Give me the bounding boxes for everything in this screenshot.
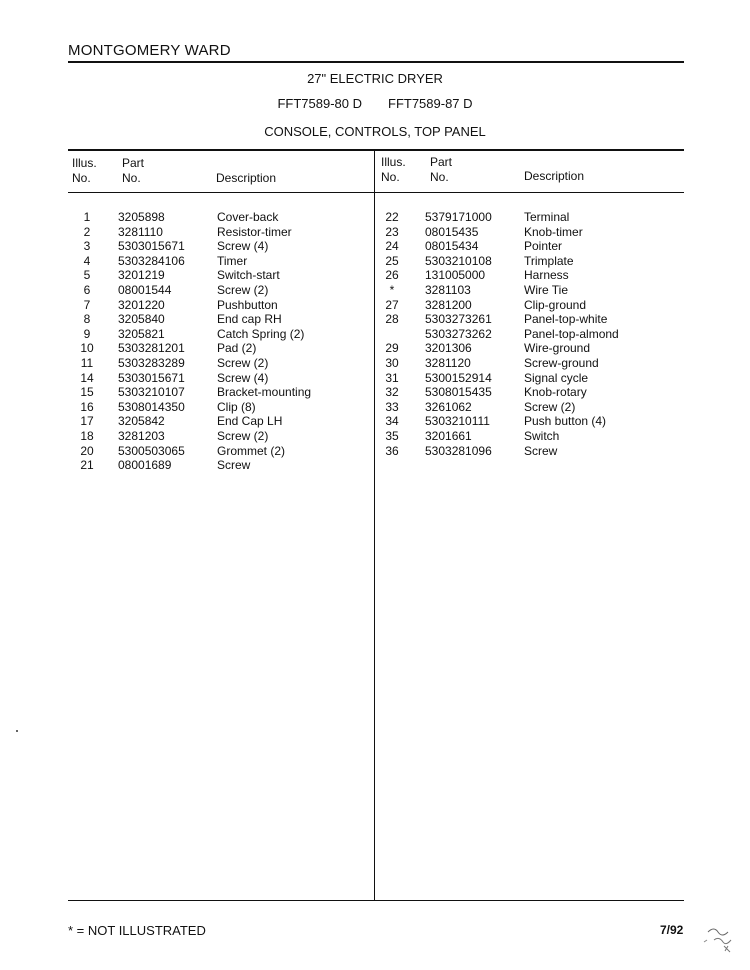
part-number: 5303273261 bbox=[425, 312, 492, 327]
table-row bbox=[0, 400, 750, 415]
part-number: 5303015671 bbox=[118, 370, 185, 385]
illus-number: 17 bbox=[80, 414, 94, 429]
table-row bbox=[0, 268, 750, 283]
part-description: Pushbutton bbox=[217, 297, 278, 312]
part-number: 5303281096 bbox=[425, 443, 492, 458]
bottom-rule bbox=[68, 900, 684, 901]
part-number: 3205898 bbox=[118, 210, 165, 224]
product-title: 27" ELECTRIC DRYER bbox=[307, 71, 443, 86]
part-number: 3201661 bbox=[425, 429, 472, 443]
illus-number: 26 bbox=[385, 268, 399, 283]
header-text: No. bbox=[122, 171, 141, 185]
table-row bbox=[0, 444, 750, 459]
part-number: 3201306 bbox=[425, 341, 472, 356]
illus-number: 5 bbox=[83, 268, 91, 283]
part-description: Grommet (2) bbox=[217, 443, 286, 458]
table-row bbox=[0, 429, 750, 444]
illus-number: 18 bbox=[80, 429, 94, 443]
part-number: 3201219 bbox=[118, 268, 165, 283]
part-number: 5300503065 bbox=[118, 443, 185, 458]
table-row bbox=[0, 283, 750, 298]
illus-number: 36 bbox=[385, 443, 399, 458]
part-description: Screw (2) bbox=[217, 283, 269, 297]
part-number: 5308014350 bbox=[118, 399, 185, 414]
part-number: 5303283289 bbox=[118, 356, 185, 370]
part-number: 5303210107 bbox=[118, 385, 185, 400]
part-description: Pad (2) bbox=[217, 341, 257, 356]
illus-number: 15 bbox=[80, 385, 94, 400]
illus-number: 34 bbox=[385, 414, 399, 429]
illus-number: 25 bbox=[385, 253, 399, 268]
part-description: End Cap LH bbox=[217, 414, 283, 429]
part-description: Wire Tie bbox=[524, 283, 569, 297]
table-row bbox=[0, 225, 750, 240]
table-row bbox=[0, 254, 750, 269]
part-number: 5308015435 bbox=[425, 385, 492, 400]
illus-number: 7 bbox=[83, 297, 91, 312]
part-number: 131005000 bbox=[425, 268, 486, 283]
model-numbers bbox=[0, 96, 750, 111]
part-description: Screw (2) bbox=[217, 356, 269, 370]
part-description: Screw bbox=[524, 443, 558, 458]
illus-number: 8 bbox=[83, 312, 91, 327]
header-text: No. bbox=[381, 170, 400, 184]
part-number: 3205821 bbox=[118, 326, 165, 341]
illus-number: 22 bbox=[385, 210, 399, 224]
section-title: CONSOLE, CONTROLS, TOP PANEL bbox=[264, 124, 486, 139]
part-description: Screw (2) bbox=[217, 429, 269, 443]
part-number: 5303273262 bbox=[425, 326, 492, 341]
header-part-no bbox=[122, 156, 144, 186]
part-number: 5303281201 bbox=[118, 341, 185, 356]
table-row bbox=[0, 414, 750, 429]
table-row bbox=[0, 312, 750, 327]
header-text: No. bbox=[430, 170, 449, 184]
part-description: Trimplate bbox=[524, 253, 574, 268]
illus-number: 33 bbox=[385, 399, 399, 414]
part-description: Switch-start bbox=[217, 268, 280, 283]
part-description: Screw (4) bbox=[217, 370, 269, 385]
table-row bbox=[0, 458, 750, 473]
illus-number: 31 bbox=[385, 370, 399, 385]
part-description: Switch bbox=[524, 429, 560, 443]
part-number: 5303015671 bbox=[118, 239, 185, 254]
table-row bbox=[0, 327, 750, 342]
header-text: Illus. bbox=[72, 156, 97, 170]
table-top-rule bbox=[68, 149, 684, 151]
part-description: Terminal bbox=[524, 210, 570, 224]
part-number: 3261062 bbox=[425, 399, 472, 414]
revision-date: 7/92 bbox=[660, 923, 684, 937]
illus-number: 32 bbox=[385, 385, 399, 400]
illus-number: 3 bbox=[83, 239, 91, 254]
model-number: FFT7589-80 D bbox=[277, 96, 362, 111]
table-row bbox=[0, 371, 750, 386]
header-description: Description bbox=[524, 169, 585, 183]
table-row bbox=[0, 298, 750, 313]
part-description: Wire-ground bbox=[524, 341, 591, 356]
table-row bbox=[0, 341, 750, 356]
header-bottom-rule bbox=[68, 192, 684, 193]
part-number: 5303284106 bbox=[118, 253, 185, 268]
illus-number: 29 bbox=[385, 341, 399, 356]
part-description: Clip-ground bbox=[524, 297, 587, 312]
model-number: FFT7589-87 D bbox=[388, 96, 473, 111]
table-row bbox=[0, 239, 750, 254]
part-description: Screw (2) bbox=[524, 399, 576, 414]
header-part-no bbox=[430, 155, 452, 185]
header-text: Illus. bbox=[381, 155, 406, 169]
part-number: 5303210111 bbox=[425, 414, 490, 429]
part-number: 3281200 bbox=[425, 297, 472, 312]
illus-number: 9 bbox=[83, 326, 91, 341]
illus-number: 2 bbox=[83, 224, 91, 239]
illus-number: 11 bbox=[80, 356, 94, 370]
part-number: 3281203 bbox=[118, 429, 165, 443]
part-description: Push button (4) bbox=[524, 414, 607, 429]
part-description: Panel-top-almond bbox=[524, 326, 619, 341]
illus-number: 16 bbox=[80, 399, 94, 414]
handwritten-mark-icon bbox=[700, 920, 740, 956]
part-description: Cover-back bbox=[217, 210, 279, 224]
illus-number: 1 bbox=[83, 210, 91, 224]
part-description: End cap RH bbox=[217, 312, 282, 327]
part-number: 08015435 bbox=[425, 224, 479, 239]
table-row bbox=[0, 385, 750, 400]
part-description: Screw bbox=[217, 458, 251, 473]
illus-number: 28 bbox=[385, 312, 399, 327]
brand-name: MONTGOMERY WARD bbox=[68, 42, 231, 59]
part-description: Resistor-timer bbox=[217, 224, 292, 239]
header-illus-no bbox=[72, 156, 97, 186]
part-description: Signal cycle bbox=[524, 370, 589, 385]
table-row bbox=[0, 356, 750, 371]
part-description: Bracket-mounting bbox=[217, 385, 312, 400]
illus-number: 4 bbox=[83, 253, 91, 268]
illus-number: 24 bbox=[385, 239, 399, 254]
part-number: 5379171000 bbox=[425, 210, 492, 224]
part-number: 3201220 bbox=[118, 297, 165, 312]
table-row bbox=[0, 210, 750, 225]
illus-number: 27 bbox=[385, 297, 399, 312]
part-description: Clip (8) bbox=[217, 399, 256, 414]
illus-number: 23 bbox=[385, 224, 399, 239]
part-description: Pointer bbox=[524, 239, 563, 254]
part-description: Timer bbox=[217, 253, 248, 268]
part-description: Knob-rotary bbox=[524, 385, 587, 400]
illus-number: 10 bbox=[80, 341, 94, 356]
part-description: Panel-top-white bbox=[524, 312, 608, 327]
illus-number: 30 bbox=[385, 356, 399, 370]
not-illustrated-note: * = NOT ILLUSTRATED bbox=[68, 923, 206, 938]
header-description: Description bbox=[216, 171, 277, 185]
part-number: 3205842 bbox=[118, 414, 165, 429]
part-number: 5300152914 bbox=[425, 370, 492, 385]
part-description: Screw (4) bbox=[217, 239, 269, 254]
part-number: 3205840 bbox=[118, 312, 165, 327]
part-description: Screw-ground bbox=[524, 356, 599, 370]
part-number: 5303210108 bbox=[425, 253, 492, 268]
part-description: Harness bbox=[524, 268, 569, 283]
part-number: 3281103 bbox=[425, 283, 471, 297]
part-number: 08015434 bbox=[425, 239, 479, 254]
illus-number: * bbox=[389, 283, 395, 297]
illus-number: 14 bbox=[80, 370, 94, 385]
illus-number: 20 bbox=[80, 443, 94, 458]
part-number: 3281110 bbox=[118, 224, 163, 239]
header-illus-no bbox=[381, 155, 406, 185]
part-number: 3281120 bbox=[425, 356, 471, 370]
illus-number: 35 bbox=[385, 429, 399, 443]
header-text: No. bbox=[72, 171, 91, 185]
part-number: 08001689 bbox=[118, 458, 172, 473]
illus-number: 6 bbox=[83, 283, 91, 297]
part-description: Knob-timer bbox=[524, 224, 583, 239]
part-description: Catch Spring (2) bbox=[217, 326, 305, 341]
illus-number: 21 bbox=[80, 458, 94, 473]
top-rule bbox=[68, 61, 684, 63]
header-text: Part bbox=[122, 156, 145, 170]
part-number: 08001544 bbox=[118, 283, 172, 297]
scan-speck bbox=[16, 730, 18, 732]
header-text: Part bbox=[430, 155, 453, 169]
